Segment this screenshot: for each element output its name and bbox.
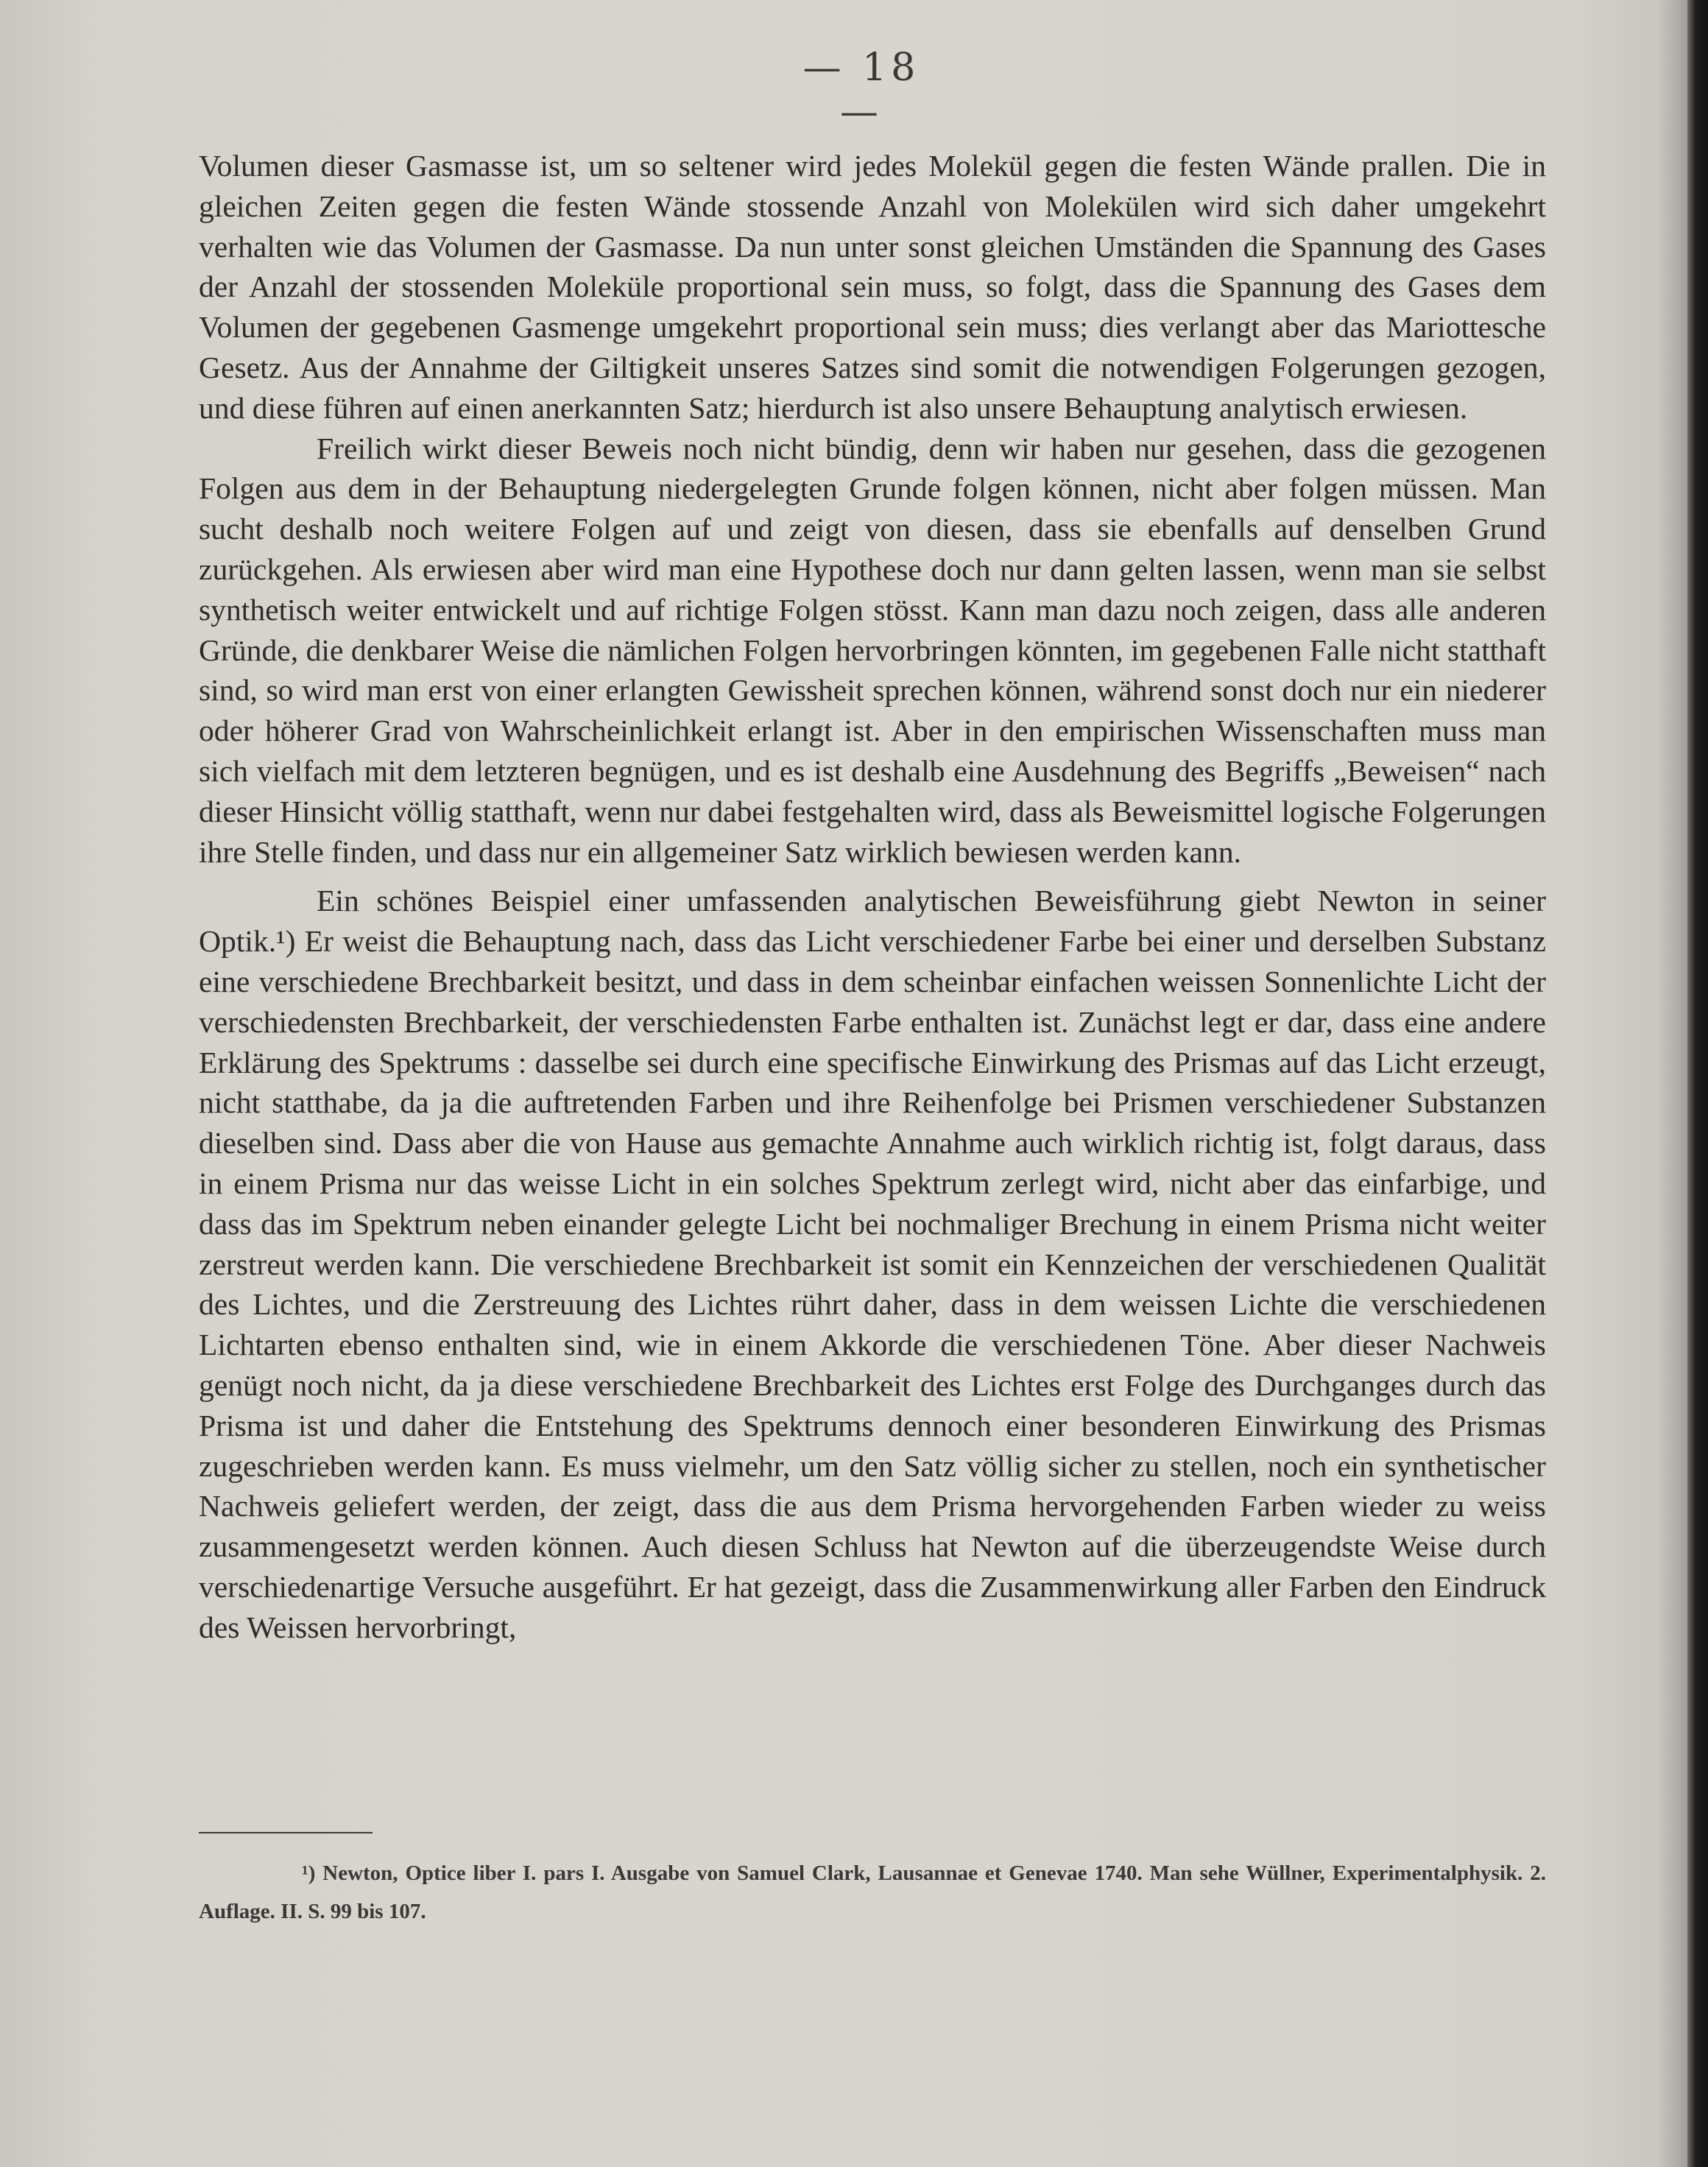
- page-binding-edge: [1687, 0, 1708, 2167]
- footnote-1: ¹) Newton, Optice liber I. pars I. Ausgabe von Samuel Clark, Lausannae et Genevae 1740. Man sehe Wüllner, Experimentalphysik. 2. Auflage. II. S. 99 bis 107.: [199, 1861, 1546, 1923]
- paragraph-newton: Ein schönes Beispiel einer umfassenden analytischen Beweisführung giebt Newton in seiner Optik.¹) Er weist die Behauptung nach, dass das Licht verschiedener Farbe bei einer und derselben Substanz eine verschiedene Brechbarkeit besitzt, und dass in dem scheinbar einfachen weissen Sonnenlichte Licht der verschiedensten Brechbarkeit, der verschiedensten Farbe enthalten ist. Zunächst legt er dar, dass eine andere Erklärung des Spektrums : dasselbe sei durch eine specifische Einwirkung des Prismas auf das Licht erzeugt, nicht statthabe, da ja die auftretenden Farben und ihre Reihenfolge bei Prismen verschiedener Substanzen dieselben sind. Dass aber die von Hause aus gemachte Annahme auch wirklich richtig ist, folgt daraus, dass in einem Prisma nur das weisse Licht in ein solches Spektrum zerlegt wird, nicht aber das einfarbige, und dass das im Spektrum neben einander gelegte Licht bei nochmaliger Brechung in einem Prisma nicht weiter zerstreut werden kann. Die verschiedene Brechbarkeit ist somit ein Kennzeichen der verschiedenen Qualität des Lichtes, und die Zerstreuung des Lichtes rührt daher, dass in dem weissen Lichte die verschiedenen Lichtarten ebenso enthalten sind, wie in einem Akkorde die verschiedenen Töne. Aber dieser Nachweis genügt noch nicht, da ja diese verschiedene Brechbarkeit des Lichtes erst Folge des Durchganges durch das Prisma ist und daher die Entstehung des Spektrums dennoch einer besonderen Einwirkung des Prismas zugeschrieben werden kann. Es muss vielmehr, um den Satz völlig sicher zu stellen, noch ein synthetischer Nachweis geliefert werden, der zeigt, dass die aus dem Prisma hervorgehenden Farben wieder zu weiss zusammengesetzt werden können. Auch diesen Schluss hat Newton auf die überzeugendste Weise durch verschiedenartige Versuche ausgeführt. Er hat gezeigt, dass die Zusammenwirkung aller Farben den Eindruck des Weissen hervorbringt,: [199, 884, 1546, 1644]
- paragraph-continued: Volumen dieser Gasmasse ist, um so seltener wird jedes Molekül gegen die festen Wände prallen. Die in gleichen Zeiten gegen die festen Wände stossende Anzahl von Molekülen wird sich daher umgekehrt verhalten wie das Volumen der Gasmasse. Da nun unter sonst gleichen Umständen die Spannung des Gases der Anzahl der stossenden Moleküle proportional sein muss, so folgt, dass die Spannung des Gases dem Volumen der gegebenen Gasmenge umgekehrt proportional sein muss; dies verlangt aber das Mariottesche Gesetz. Aus der Annahme der Giltigkeit unseres Satzes sind somit die notwendigen Folgerungen gezogen, und diese führen auf einen anerkannten Satz; hierdurch ist also unsere Behauptung analytisch erwiesen.: [199, 149, 1546, 425]
- paragraph-freilich: Freilich wirkt dieser Beweis noch nicht bündig, denn wir haben nur gesehen, dass die gezogenen Folgen aus dem in der Behauptung niedergelegten Grunde folgen können, nicht aber folgen müssen. Man sucht deshalb noch weitere Folgen auf und zeigt von diesen, dass sie ebenfalls auf denselben Grund zurückgehen. Als erwiesen aber wird man eine Hypothese doch nur dann gelten lassen, wenn man sie selbst synthetisch weiter entwickelt und auf richtige Folgen stösst. Kann man dazu noch zeigen, dass alle anderen Gründe, die denkbarer Weise die nämlichen Folgen hervorbringen könnten, im gegebenen Falle nicht statthaft sind, so wird man erst von einer erlangten Gewissheit sprechen können, während sonst doch nur ein niederer oder höherer Grad von Wahrscheinlichkeit erlangt ist. Aber in den empirischen Wissenschaften muss man sich vielfach mit dem letzteren begnügen, und es ist deshalb eine Ausdehnung des Begriffs „Beweisen“ nach dieser Hinsicht völlig statthaft, wenn nur dabei festgehalten wird, dass als Beweismittel logische Folgerungen ihre Stelle finden, und dass nur ein allgemeiner Satz wirklich bewiesen werden kann.: [199, 431, 1546, 869]
- page-number: — 18 —: [802, 46, 920, 134]
- footnotes: [199, 1854, 1546, 1931]
- body-text: [199, 146, 1546, 1647]
- footnote-divider: [199, 1832, 373, 1833]
- binding-shadow: [1658, 0, 1687, 2167]
